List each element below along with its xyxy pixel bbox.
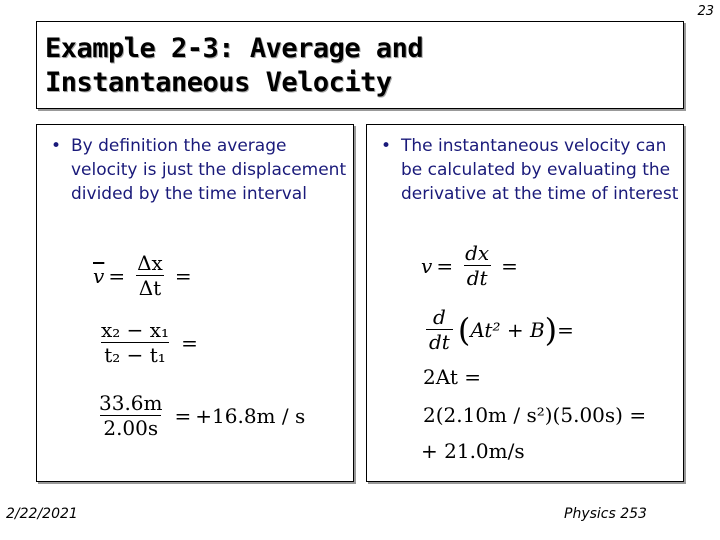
avg-velocity-symbol: $\overline{v}$: [93, 263, 105, 288]
right-eq1-fraction: [462, 241, 492, 290]
right-eq2-fraction: [426, 305, 453, 354]
left-eq1-fraction: [134, 251, 166, 300]
right-panel: [366, 124, 684, 482]
right-eq5-text: + 21.0m/s: [421, 439, 525, 463]
right-equation-3: [423, 365, 481, 389]
right-eq4-text: 2(2.10m / s²)(5.00s) =: [423, 403, 647, 427]
left-panel: [36, 124, 354, 482]
right-eq1-denominator: dt: [464, 265, 491, 290]
left-eq2-fraction: [98, 318, 172, 367]
left-eq2-denominator: t₂ − t₁: [101, 342, 169, 367]
left-equation-3: $\frac{33.6m}{2.00s}$ = +16.8m / s: [91, 391, 305, 440]
left-eq3-numerator: 33.6m: [99, 391, 163, 415]
right-equation-4: [423, 403, 646, 427]
right-eq2-body: At² + B: [470, 317, 545, 342]
left-eq1-denominator: Δt: [136, 275, 164, 300]
right-bullet-text: The instantaneous velocity can be calculated by evaluating the derivative at the time of interest: [401, 136, 679, 204]
right-eq2-numerator: d: [433, 305, 446, 329]
title-box: [36, 21, 684, 109]
left-eq3-result: +16.8m / s: [195, 403, 306, 428]
right-eq3-text: 2At =: [423, 365, 481, 389]
right-equation-5: [421, 439, 525, 463]
right-bullet: [371, 134, 679, 206]
bullet-dot-icon: •: [50, 136, 62, 156]
footer-date: 2/22/2021: [6, 506, 78, 522]
left-eq1-numerator: Δx: [137, 251, 163, 275]
title-line-1: Example 2-3: Average and: [45, 33, 424, 64]
right-equation-2: $\frac{d}{dt}$ ( At² + B ) =: [421, 305, 574, 354]
right-equation-1: v = $\frac{dx}{dt}$ =: [421, 241, 518, 290]
title-line-2: Instantaneous Velocity: [45, 67, 392, 98]
right-eq1-numerator: dx: [465, 241, 490, 265]
velocity-symbol: v: [421, 253, 433, 278]
left-equation-2: $\frac{\text{x₂ − x₁}}{\text{t₂ − t₁}}$ =: [93, 318, 202, 367]
page-number: 23: [697, 4, 714, 19]
left-eq2-numerator: x₂ − x₁: [101, 318, 170, 342]
left-eq3-fraction: [96, 391, 166, 440]
left-bullet: [41, 134, 349, 206]
footer-course: Physics 253: [564, 506, 647, 522]
bullet-dot-icon: •: [380, 136, 392, 156]
left-eq3-denominator: 2.00s: [100, 415, 161, 440]
left-equation-1: $\overline{v}$ = $\frac{\Delta x}{\Delta t}$ =: [93, 251, 192, 300]
left-bullet-text: By definition the average velocity is just the displacement divided by the time interval: [71, 136, 347, 204]
right-eq2-denominator: dt: [426, 329, 453, 354]
